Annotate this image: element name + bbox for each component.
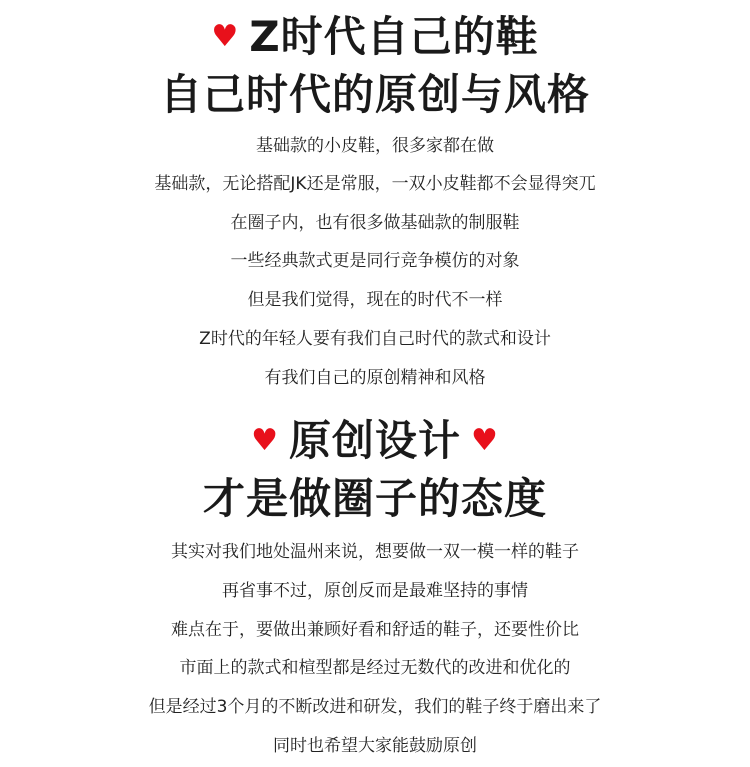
section1-line: 一些经典款式更是同行竞争模仿的对象 (230, 251, 520, 271)
heart-icon: ♥ (251, 423, 279, 458)
section2-line: 再省事不过，原创反而是最难坚持的事情 (222, 581, 528, 601)
section1-line: 基础款，无论搭配JK还是常服，一双小皮鞋都不会显得突兀 (154, 174, 596, 194)
section1-heading-line2: 自己时代的原创与风格 (159, 70, 590, 119)
section1-heading-text: Z时代自己的鞋 (249, 12, 539, 61)
heart-icon: ♥ (211, 19, 240, 54)
section2-line: 市面上的款式和楦型都是经过无数代的改进和优化的 (179, 658, 571, 678)
heart-icon: ♥ (471, 423, 499, 458)
section2-line: 其实对我们地处温州来说，想要做一双一模一样的鞋子 (171, 542, 579, 562)
section2-line: 但是经过3个月的不断改进和研发，我们的鞋子终于磨出来了 (148, 697, 602, 717)
section2-heading-line2: 才是做圈子的态度 (202, 474, 547, 523)
section2-line: 难点在于，要做出兼顾好看和舒适的鞋子，还要性价比 (171, 620, 579, 640)
section1-line: 但是我们觉得，现在的时代不一样 (247, 290, 503, 310)
section1-line: 在圈子内，也有很多做基础款的制服鞋 (230, 213, 520, 233)
section2-line: 同时也希望大家能鼓励原创 (273, 736, 477, 756)
section1-line: Z时代的年轻人要有我们自己时代的款式和设计 (199, 329, 551, 349)
section1-heading-line1 (0, 12, 750, 62)
section2-heading-text: 原创设计 (288, 416, 461, 465)
section1-line: 基础款的小皮鞋，很多家都在做 (256, 136, 494, 156)
section1-line: 有我们自己的原创精神和风格 (264, 368, 486, 388)
section2-heading-line1 (0, 416, 750, 466)
